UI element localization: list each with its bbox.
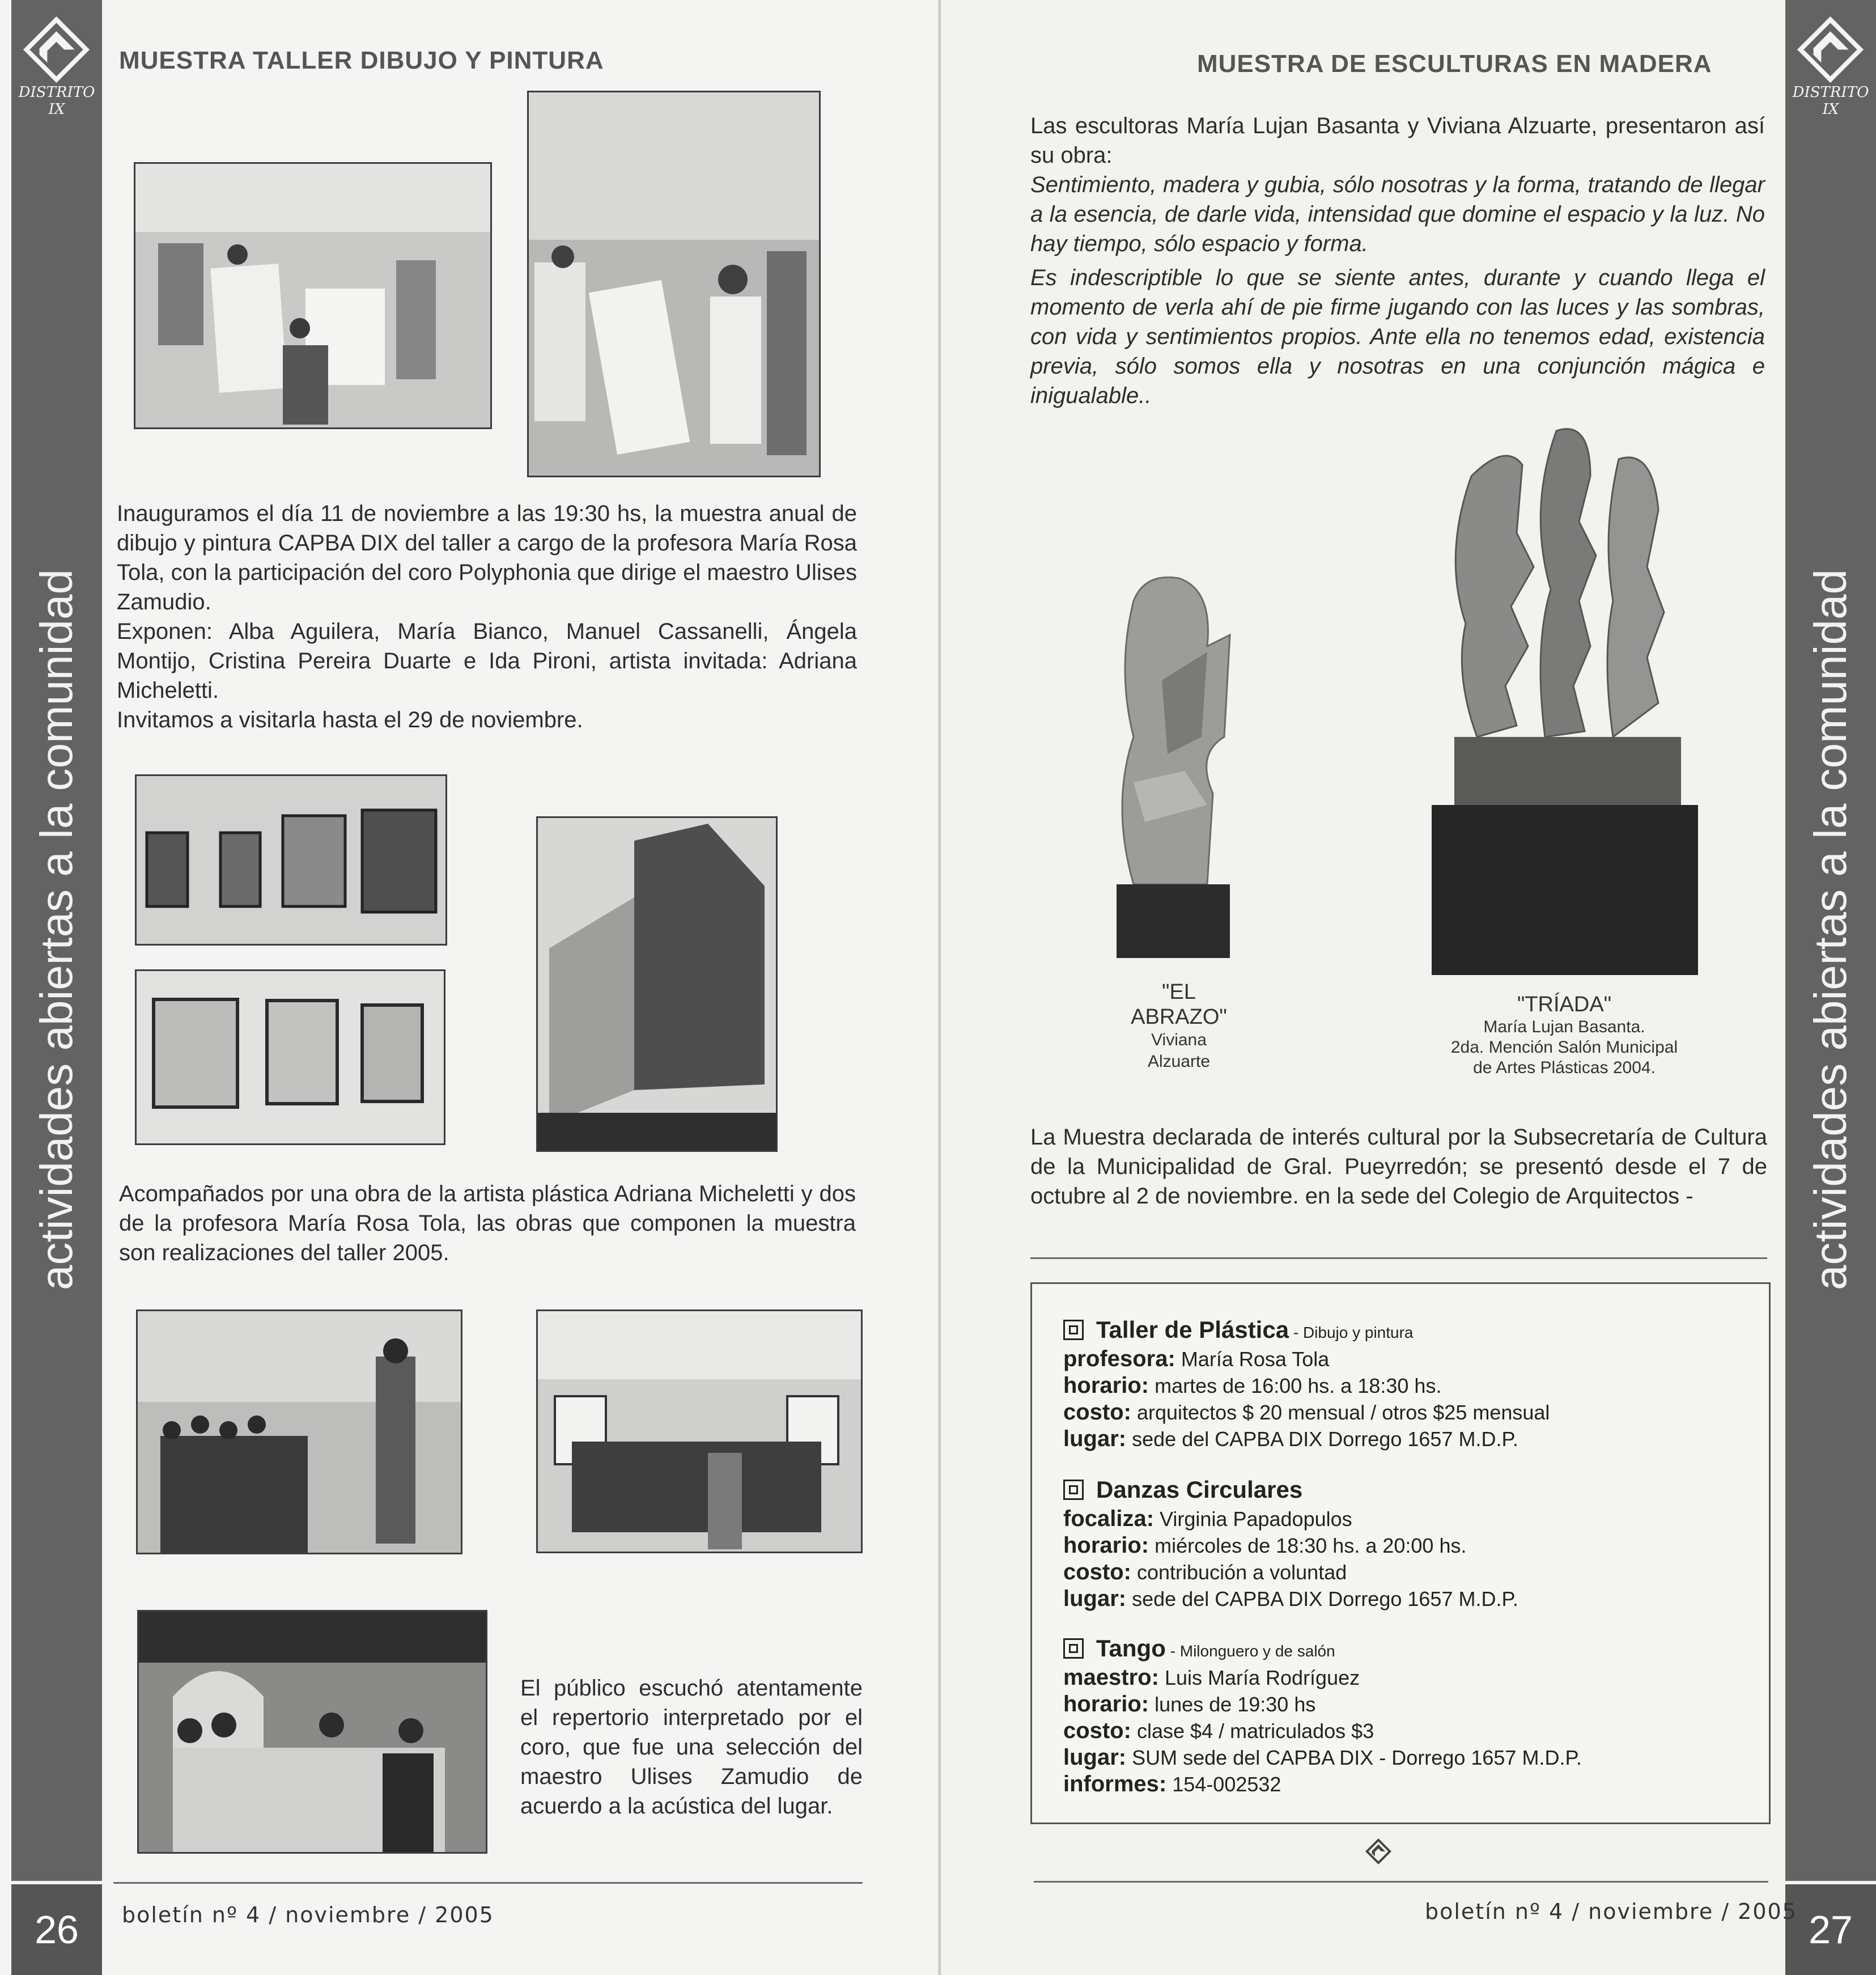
sculpture-intro: Las escultoras María Lujan Basanta y Viviana Alzuarte, presentaron así su obra:: [1030, 113, 1765, 168]
caption-el-abrazo: [1100, 980, 1258, 1073]
workshop-sub: - Milonguero y de salón: [1165, 1642, 1335, 1660]
photo-audience: [137, 1610, 487, 1854]
invitation-paragraph: Invitamos a visitarla hasta el 29 de noviembre.: [117, 707, 583, 732]
exhibitors-paragraph: Exponen: Alba Aguilera, María Bianco, Manuel Cassanelli, Ángela Montijo, Cristina Pereira Duarte e Ida Pironi, artista invitada: Adriana Micheletti.: [117, 619, 857, 703]
distrito-logo-icon: [24, 17, 89, 82]
workshop-danzas-circulares: [1063, 1477, 1518, 1612]
row-value: clase $4 / matriculados $3: [1131, 1719, 1374, 1743]
row-label: costo:: [1063, 1718, 1131, 1743]
section-rule: [1030, 1257, 1767, 1259]
distrito-small-logo-icon: [1366, 1839, 1391, 1864]
row-label: maestro:: [1063, 1665, 1159, 1690]
row-value: María Rosa Tola: [1175, 1347, 1330, 1371]
workshop-name: Taller de Plástica: [1096, 1316, 1289, 1343]
caption-el-abrazo-author-1: Viviana: [1151, 1031, 1207, 1049]
section-vertical-label: actividades abiertas a la comunidad: [1805, 569, 1856, 1290]
section-vertical-label: actividades abiertas a la comunidad: [31, 569, 82, 1290]
row-value: 154-002532: [1166, 1773, 1281, 1796]
audience-text: El público escuchó atentamente el repertorio interpretado por el coro, que fue una selección del maestro Ulises Zamudio de acuerdo a la acústica del lugar.: [520, 1676, 863, 1819]
distrito-logo-icon: [1798, 17, 1863, 82]
row-label: focaliza:: [1063, 1506, 1155, 1531]
sculpture-text: [1030, 111, 1765, 410]
photo-choir-hall: [536, 1309, 863, 1553]
row-label: informes:: [1063, 1771, 1167, 1796]
page-number: 26: [11, 1881, 102, 1975]
photo-screen-artwork: [536, 816, 778, 1152]
page-number: 27: [1785, 1881, 1876, 1975]
footer-rule-right: [1034, 1881, 1768, 1883]
caption-triada-line-2: 2da. Mención Salón Municipal: [1450, 1038, 1678, 1057]
row-label: lugar:: [1063, 1745, 1127, 1770]
sculpture-triada: [1420, 419, 1704, 975]
row-value: SUM sede del CAPBA DIX - Dorrego 1657 M.D.P.: [1126, 1746, 1582, 1769]
photo-framed-paintings-1: [135, 774, 447, 946]
closing-text: La Muestra declarada de interés cultural por la Subsecretaría de Cultura de la Municipalidad de Gral. Pueyrredón; se presentó desde el 7 de octubre al 2 de noviembre. en la sede del Colegio de Arquitectos -: [1030, 1125, 1767, 1209]
row-value: Virginia Papadopulos: [1154, 1507, 1352, 1531]
row-label: lugar:: [1063, 1586, 1127, 1611]
row-value: sede del CAPBA DIX Dorrego 1657 M.D.P.: [1126, 1587, 1518, 1610]
workshop-name: Danzas Circulares: [1096, 1476, 1303, 1503]
row-label: lugar:: [1063, 1426, 1127, 1451]
row-value: arquitectos $ 20 mensual / otros $25 mensual: [1131, 1401, 1550, 1424]
distrito-logo-text: DISTRITO IX: [1792, 84, 1869, 118]
row-value: contribución a voluntad: [1131, 1561, 1347, 1584]
page-title-right: MUESTRA DE ESCULTURAS EN MADERA: [1197, 50, 1712, 78]
checkbox-icon: [1063, 1320, 1084, 1340]
footer-rule: [113, 1882, 863, 1884]
checkbox-icon: [1063, 1638, 1084, 1659]
caption-triada: [1383, 992, 1746, 1078]
row-value: lunes de 19:30 hs: [1149, 1693, 1316, 1716]
distrito-logo-text: DISTRITO IX: [18, 84, 95, 118]
workshops-box: [1030, 1282, 1771, 1824]
row-value: miércoles de 18:30 hs. a 20:00 hs.: [1149, 1534, 1467, 1557]
photo-framed-paintings-2: [135, 969, 445, 1145]
left-side-band: [11, 0, 102, 1975]
photo-workshop-easels: [134, 162, 492, 429]
exhibition-description: Acompañados por una obra de la artista plástica Adriana Micheletti y dos de la profesora María Rosa Tola, las obras que componen la muestra son realizaciones del taller 2005.: [119, 1181, 856, 1265]
workshop-tango: [1063, 1635, 1582, 1798]
photo-workshop-artist-painting: [527, 91, 821, 477]
row-value: martes de 16:00 hs. a 18:30 hs.: [1149, 1374, 1442, 1397]
row-label: costo:: [1063, 1559, 1131, 1584]
caption-triada-line-1: María Lujan Basanta.: [1483, 1018, 1645, 1036]
caption-el-abrazo-author-2: Alzuarte: [1147, 1052, 1211, 1071]
row-value: sede del CAPBA DIX Dorrego 1657 M.D.P.: [1126, 1427, 1518, 1451]
workshop-taller-plastica: [1063, 1317, 1550, 1452]
intro-text: [117, 499, 857, 735]
page-title: MUESTRA TALLER DIBUJO Y PINTURA: [119, 46, 604, 74]
caption-triada-line-3: de Artes Plásticas 2004.: [1473, 1058, 1656, 1077]
caption-el-abrazo-title-2: ABRAZO": [1131, 1005, 1227, 1029]
caption-triada-title: "TRÍADA": [1517, 993, 1612, 1016]
workshop-sub: - Dibujo y pintura: [1289, 1324, 1414, 1341]
row-label: costo:: [1063, 1400, 1131, 1425]
row-label: horario:: [1063, 1533, 1149, 1558]
row-label: horario:: [1063, 1692, 1149, 1717]
footer-text-right: boletín nº 4 / noviembre / 2005: [1425, 1899, 1797, 1924]
photo-choir-singing: [136, 1309, 462, 1554]
row-label: profesora:: [1063, 1346, 1175, 1371]
sculpture-quote-2: Es indescriptible lo que se siente antes, durante y cuando llega el momento de verla ahí de pie firme jugando con las luces y las sombras, con vida y sentimientos propios. Ante ella no tenemos edad, existencia previa, sólo somos ella y nosotras en una conjunción mágica e inigualable..: [1030, 265, 1765, 408]
sculpture-quote-1: Sentimiento, madera y gubia, sólo nosotras y la forma, tratando de llegar a la esencia, de darle vida, intensidad que domine el espacio y la luz. No hay tiempo, sólo espacio y forma.: [1030, 172, 1765, 256]
workshop-name: Tango: [1096, 1635, 1166, 1662]
intro-paragraph: Inauguramos el día 11 de noviembre a las 19:30 hs, la muestra anual de dibujo y pintura CAPBA DIX del taller a cargo de la profesora María Rosa Tola, con la participación del coro Polyphonia que dirige el maestro Ulises Zamudio.: [117, 501, 857, 614]
checkbox-icon: [1063, 1480, 1084, 1500]
footer-text: boletín nº 4 / noviembre / 2005: [122, 1902, 494, 1927]
row-label: horario:: [1063, 1373, 1149, 1398]
sculpture-el-abrazo: [1100, 567, 1258, 964]
row-value: Luis María Rodríguez: [1158, 1666, 1360, 1689]
right-side-band: [1785, 0, 1876, 1975]
caption-el-abrazo-title-1: "EL: [1162, 980, 1196, 1004]
